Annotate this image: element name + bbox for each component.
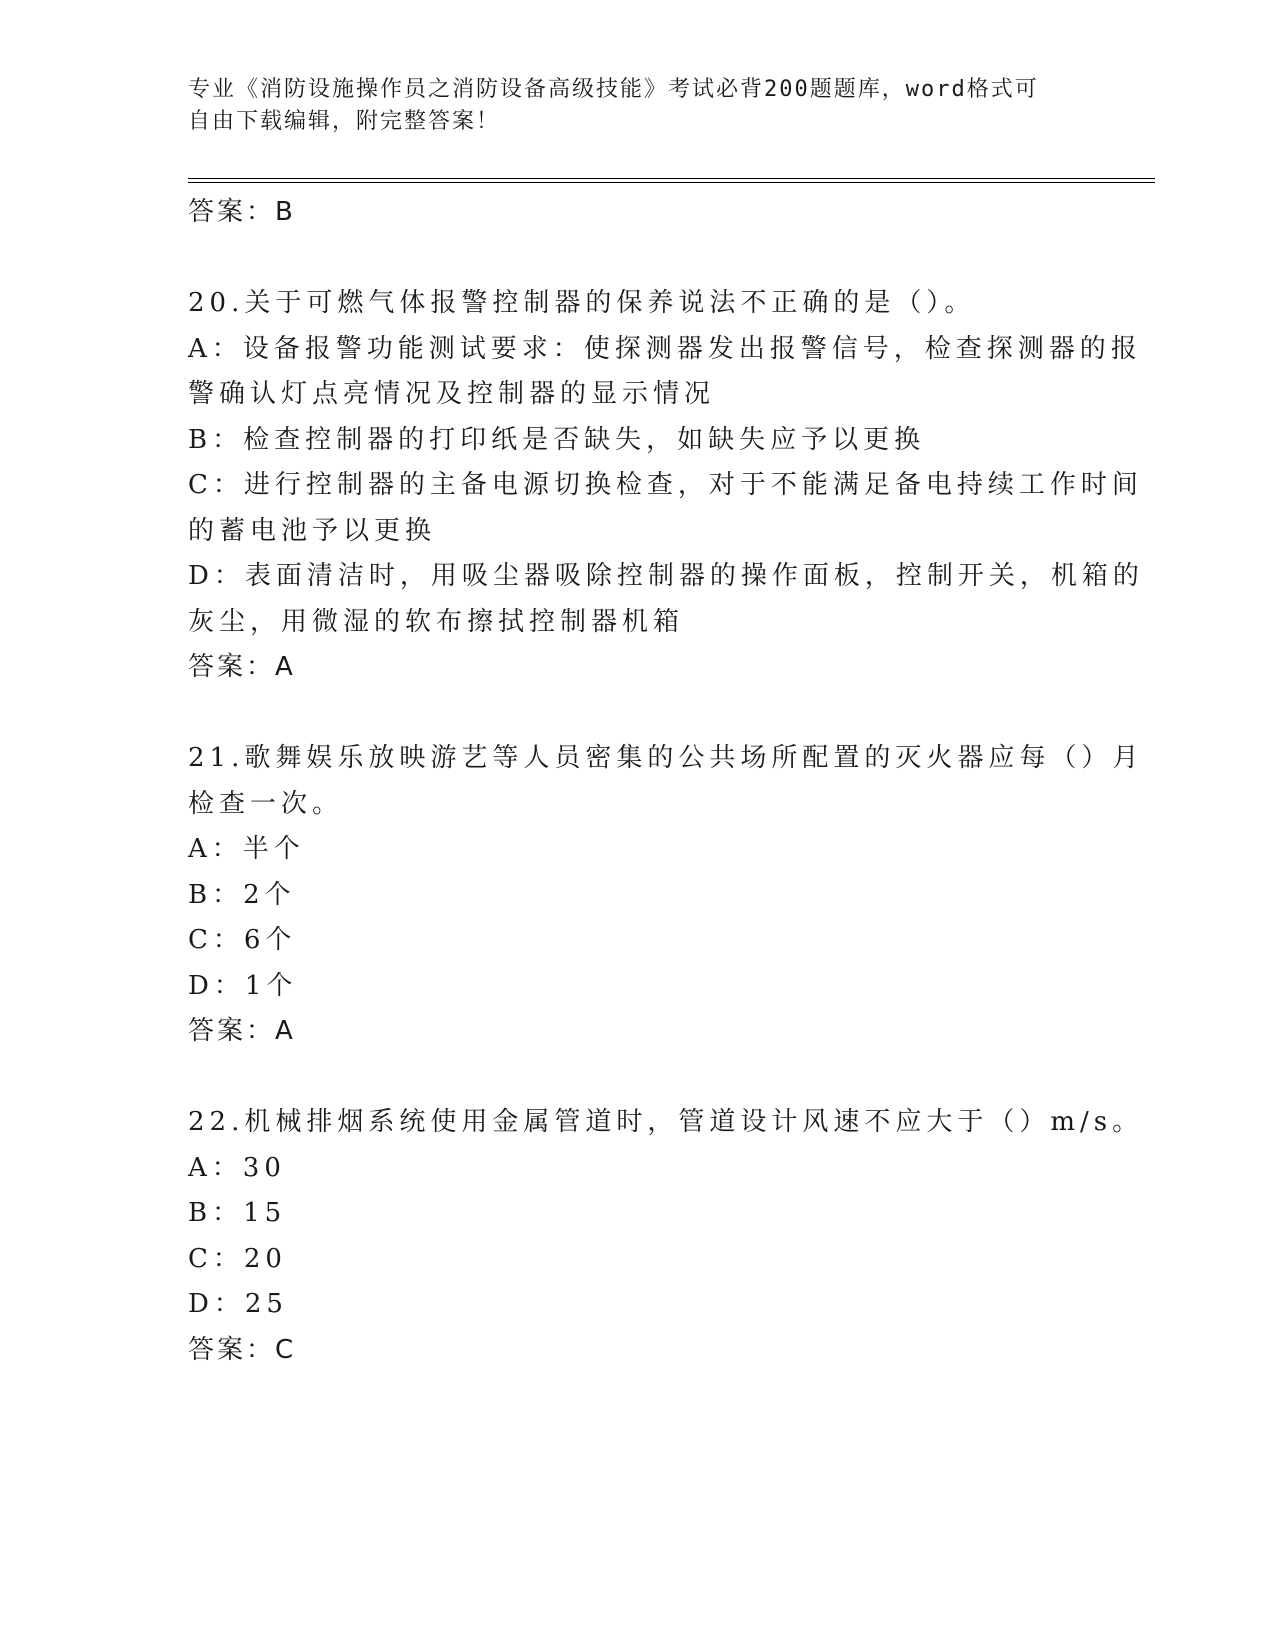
option-d: D：1个 <box>188 970 298 1001</box>
question-stem: 22.机械排烟系统使用金属管道时，管道设计风速不应大于（）m/s。 <box>188 1107 1144 1137</box>
question-stem-cont: 检查一次。 <box>188 788 344 819</box>
answer: 答案：C <box>188 1334 297 1365</box>
question-stem: 21.歌舞娱乐放映游艺等人员密集的公共场所配置的灭火器应每（）月 <box>188 743 1144 773</box>
question-22 <box>188 1100 1144 1373</box>
header-divider <box>188 178 1155 183</box>
option-c: C：20 <box>188 1243 287 1274</box>
document-header <box>188 74 1088 138</box>
spacer <box>188 236 1088 282</box>
header-line-1: 专业《消防设施操作员之消防设备高级技能》考试必背200题题库，word格式可 <box>188 77 1039 102</box>
question-stem: 20.关于可燃气体报警控制器的保养说法不正确的是（）。 <box>188 288 976 318</box>
option-b: B：检查控制器的打印纸是否缺失，如缺失应予以更换 <box>188 424 926 455</box>
option-c-cont: 的蓄电池予以更换 <box>188 515 437 546</box>
question-20 <box>188 281 1144 691</box>
previous-answer: 答案：B <box>188 197 296 227</box>
option-a: A：半个 <box>188 834 305 864</box>
option-d-cont: 灰尘，用微湿的软布擦拭控制器机箱 <box>188 606 685 637</box>
option-a: A：设备报警功能测试要求：使探测器发出报警信号，检查探测器的报 <box>188 333 1142 364</box>
spacer <box>188 1055 1088 1101</box>
spacer <box>188 691 1088 737</box>
header-line-2: 自由下载编辑，附完整答案！ <box>188 109 501 134</box>
option-d: D：表面清洁时，用吸尘器吸除控制器的操作面板，控制开关，机箱的 <box>188 561 1144 591</box>
option-a-cont: 警确认灯点亮情况及控制器的显示情况 <box>188 379 716 409</box>
option-c: C：进行控制器的主备电源切换检查，对于不能满足备电持续工作时间 <box>188 470 1143 500</box>
answer: 答案：A <box>188 652 296 682</box>
option-b: B：2个 <box>188 879 296 910</box>
answer: 答案：A <box>188 1016 296 1046</box>
document-body <box>188 190 1144 1373</box>
option-d: D：25 <box>188 1289 288 1319</box>
question-21 <box>188 736 1144 1055</box>
option-a: A：30 <box>188 1152 286 1183</box>
option-c: C：6个 <box>188 925 297 955</box>
option-b: B：15 <box>188 1198 287 1228</box>
